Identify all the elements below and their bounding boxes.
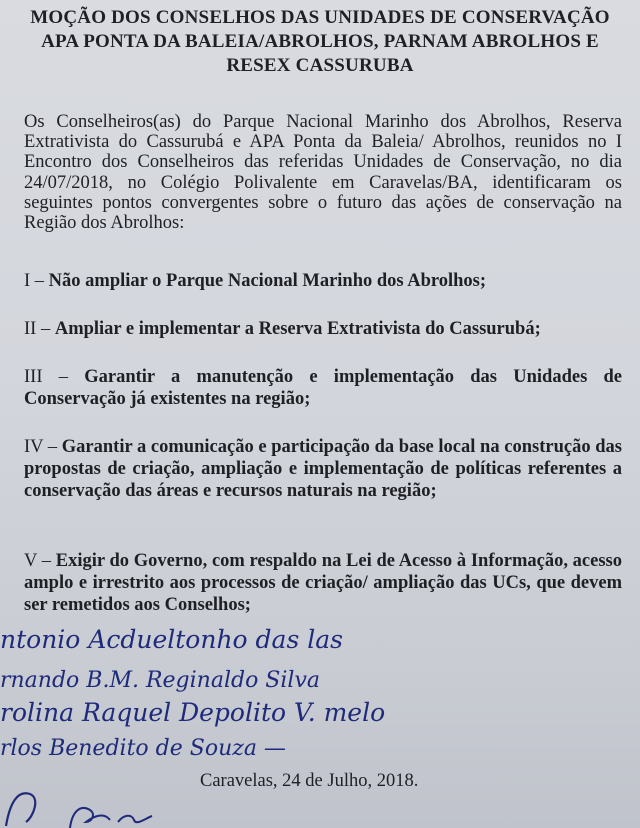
signature-text: rolina Raquel Depolito V. melo bbox=[0, 698, 386, 727]
handwritten-signature bbox=[0, 663, 634, 695]
list-item bbox=[24, 550, 622, 616]
item-numeral: V – bbox=[24, 551, 52, 571]
item-text: Garantir a manutenção e implementação das Unidades de Conservação já existentes na região; bbox=[24, 367, 622, 409]
handwritten-signature bbox=[0, 731, 634, 763]
partial-signature-scribble bbox=[0, 782, 160, 828]
item-text: Garantir a comunicação e participação da base local na construção das propostas de criação, ampliação e implementação de políticas referentes a conservação das áreas e recursos naturais na região; bbox=[24, 437, 622, 501]
intro-paragraph: Os Conselheiros(as) do Parque Nacional Marinho dos Abrolhos, Reserva Extrativista do Cassurubá e APA Ponta da Baleia/ Abrolhos, reunidos no I Encontro dos Conselheiros das referidas Unidades de Conservação, no dia 24/07/2018, no Colégio Polivalente em Caravelas/BA, identificaram os seguintes pontos convergentes sobre o futuro das ações de conservação na Região dos Abrolhos: bbox=[24, 112, 622, 234]
list-item bbox=[24, 366, 622, 410]
document-title: MOÇÃO DOS CONSELHOS DAS UNIDADES DE CONSERVAÇÃO APA PONTA DA BALEIA/ABROLHOS, PARNAM ABROLHOS E RESEX CASSURUBA bbox=[30, 7, 610, 76]
signature-text: ntonio Acdueltonho das las bbox=[0, 625, 343, 654]
signature-text: rnando B.M. Reginaldo Silva bbox=[0, 668, 320, 693]
item-text: Não ampliar o Parque Nacional Marinho dos Abrolhos; bbox=[48, 271, 487, 291]
handwritten-signature bbox=[0, 695, 634, 727]
item-numeral: I – bbox=[24, 271, 45, 291]
list-item bbox=[24, 318, 622, 340]
item-text: Exigir do Governo, com respaldo na Lei de Acesso à Informação, acesso amplo e irrestrito aos processos de criação/ ampliação das UCs, que devem ser remetidos aos Conselhos; bbox=[24, 551, 622, 615]
list-item bbox=[24, 270, 622, 292]
item-numeral: IV – bbox=[24, 437, 58, 457]
item-numeral: III – bbox=[24, 367, 68, 387]
item-text: Ampliar e implementar a Reserva Extrativista do Cassurubá; bbox=[54, 319, 541, 339]
list-item bbox=[24, 436, 622, 502]
handwritten-signature bbox=[0, 624, 634, 656]
signature-text: rlos Benedito de Souza — bbox=[0, 736, 286, 761]
place-date: Caravelas, 24 de Julho, 2018. bbox=[200, 771, 419, 791]
item-numeral: II – bbox=[24, 319, 51, 339]
